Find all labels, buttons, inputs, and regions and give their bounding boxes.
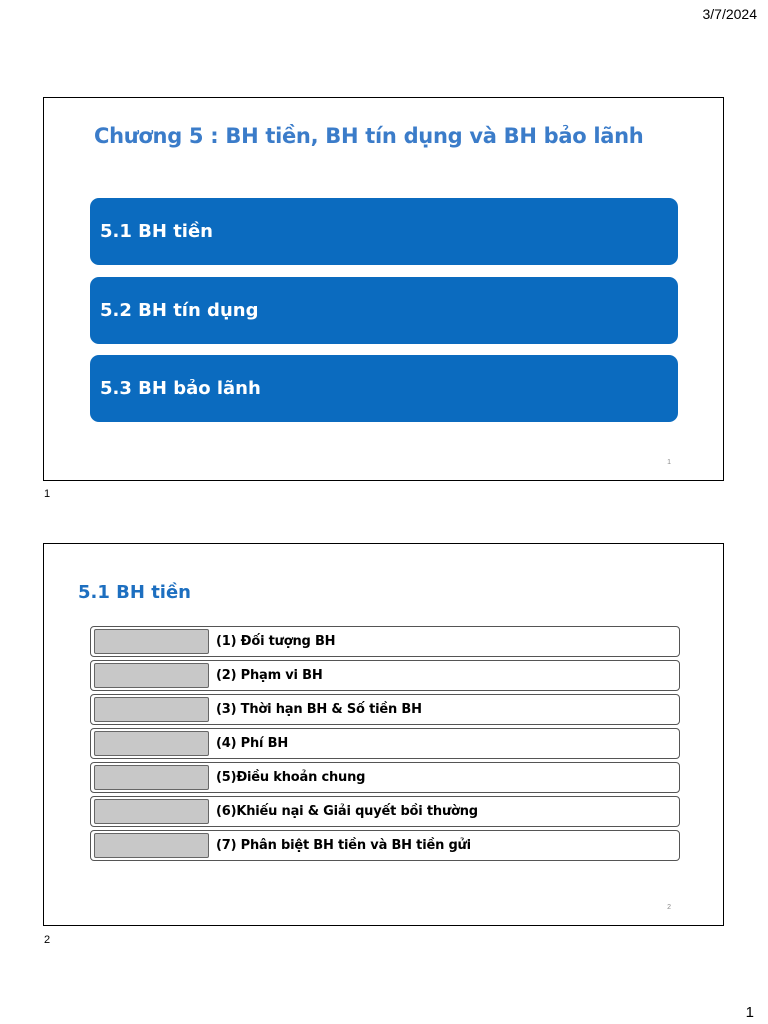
slide-2	[43, 543, 724, 926]
list-item-tab	[94, 697, 209, 722]
list-item-label: (3) Thời hạn BH & Số tiền BH	[216, 702, 422, 717]
list-item	[90, 660, 680, 691]
list-item-label: (1) Đối tượng BH	[216, 634, 336, 649]
list-item	[90, 626, 680, 657]
slide-2-number: 2	[667, 904, 671, 911]
section-box-label: 5.3 BH bảo lãnh	[100, 378, 261, 399]
slide-2-title: 5.1 BH tiền	[78, 582, 192, 603]
list-item	[90, 762, 680, 793]
list-item-label: (2) Phạm vi BH	[216, 668, 323, 683]
list-item	[90, 830, 680, 861]
list-item-label: (7) Phân biệt BH tiền và BH tiền gửi	[216, 838, 471, 853]
list-item	[90, 694, 680, 725]
section-box-5-2	[90, 277, 678, 344]
list-item-label: (5)Điều khoản chung	[216, 770, 366, 785]
list-item-tab	[94, 731, 209, 756]
list-item	[90, 728, 680, 759]
list-item-tab	[94, 629, 209, 654]
list-item-tab	[94, 765, 209, 790]
print-date: 3/7/2024	[702, 6, 757, 22]
slide-2-caption: 2	[44, 934, 51, 946]
slide-1	[43, 97, 724, 481]
list-item-label: (4) Phí BH	[216, 736, 289, 751]
page-number: 1	[745, 1004, 754, 1021]
list-item-label: (6)Khiếu nại & Giải quyết bồi thường	[216, 804, 478, 819]
slide-1-number: 1	[667, 459, 671, 466]
section-box-5-3	[90, 355, 678, 422]
section-box-label: 5.2 BH tín dụng	[100, 300, 259, 321]
list-item-tab	[94, 833, 209, 858]
slide-1-title: Chương 5 : BH tiền, BH tín dụng và BH bảo lãnh	[94, 124, 644, 148]
list-item-tab	[94, 799, 209, 824]
list-item-tab	[94, 663, 209, 688]
section-box-label: 5.1 BH tiền	[100, 221, 214, 242]
slide-1-caption: 1	[44, 488, 51, 500]
list-item	[90, 796, 680, 827]
section-box-5-1	[90, 198, 678, 265]
